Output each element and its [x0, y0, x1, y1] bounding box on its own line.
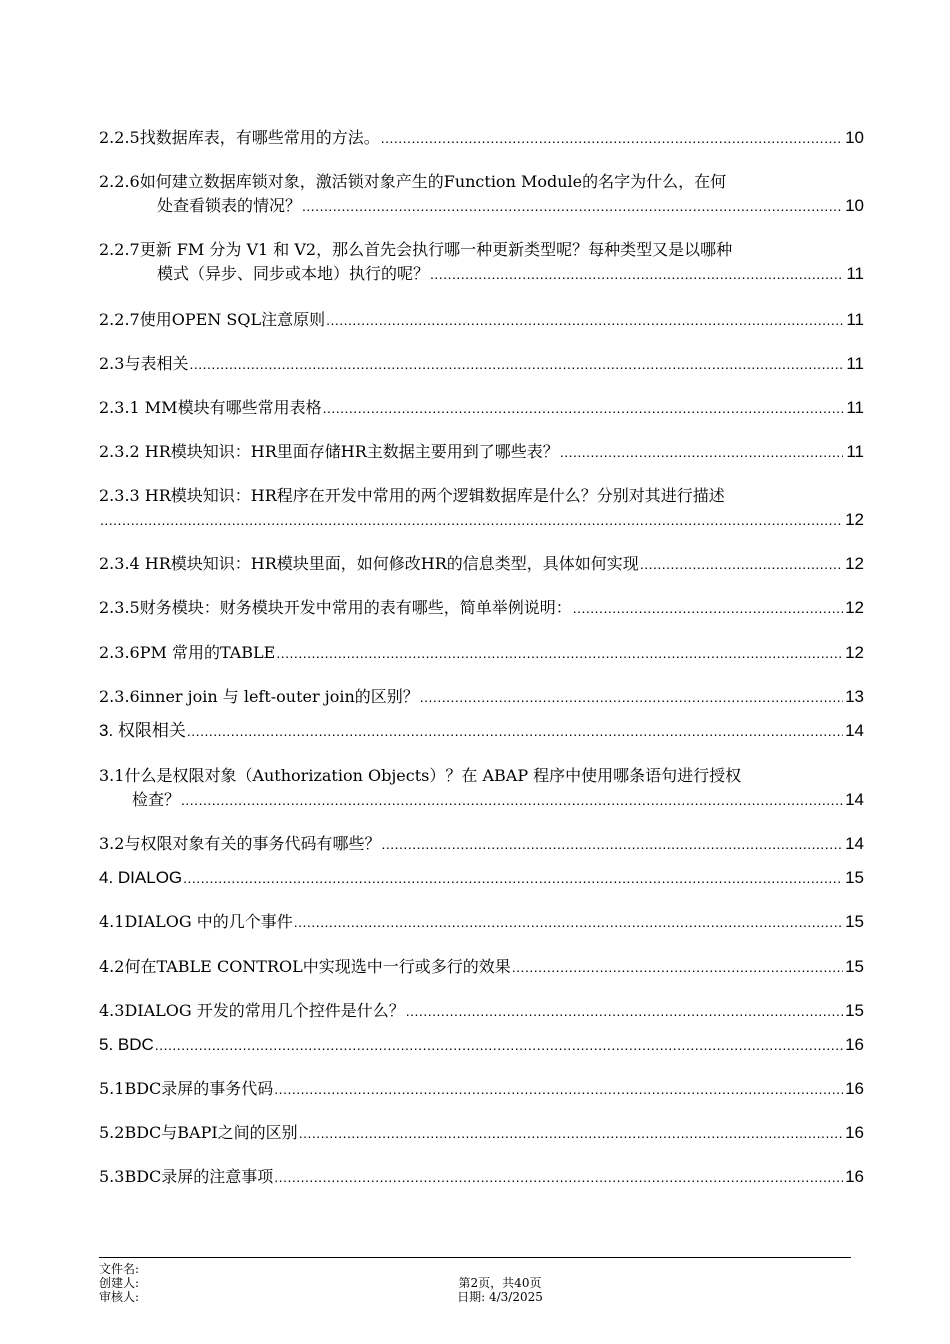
toc-entry-title: 2.3.6inner join 与 left-outer join的区别？: [99, 687, 419, 706]
toc-page-number: 11: [846, 264, 864, 283]
creator-label: 创建人:: [99, 1276, 140, 1290]
footer-meta: [99, 1262, 139, 1304]
toc-entry[interactable]: [99, 170, 864, 218]
toc-page-number: 11: [846, 354, 864, 373]
dot-leader: [294, 910, 843, 934]
toc-page-number: 16: [845, 1079, 864, 1098]
toc-page-number: 14: [845, 834, 864, 853]
toc-page-number: 12: [845, 598, 864, 617]
dot-leader: [326, 308, 843, 332]
dot-leader: [299, 1121, 843, 1145]
dot-leader: [274, 1077, 843, 1101]
dot-leader: [512, 955, 843, 979]
dot-leader: [381, 126, 843, 150]
toc-entry[interactable]: [99, 396, 864, 420]
dot-leader: [276, 641, 843, 665]
toc-page-number: 16: [845, 1035, 864, 1054]
toc-entry[interactable]: [99, 440, 864, 464]
dot-leader: [560, 440, 843, 464]
dot-leader: [420, 685, 843, 709]
toc-entry[interactable]: [99, 999, 864, 1023]
toc-entry[interactable]: [99, 719, 864, 743]
dot-leader: [302, 194, 843, 218]
toc-entry[interactable]: [99, 685, 864, 709]
toc-entry-title: 5.3BDC录屏的注意事项: [99, 1167, 274, 1186]
toc-entry-title: 2.2.6如何建立数据库锁对象，激活锁对象产生的Function Module的名字为什么，在何: [99, 172, 727, 191]
dot-leader: [406, 999, 843, 1023]
dot-leader: [573, 596, 843, 620]
toc-entry-title: 2.3.3 HR模块知识：HR程序在开发中常用的两个逻辑数据库是什么？分别对其进行描述: [99, 486, 725, 505]
toc-entry-title: 4.2何在TABLE CONTROL中实现选中一行或多行的效果: [99, 957, 511, 976]
toc-entry[interactable]: [99, 866, 864, 890]
toc-page-number: 15: [845, 912, 864, 931]
page-number: 第2页，共40页: [458, 1276, 542, 1290]
dot-leader: [381, 832, 843, 856]
toc-page-number: 14: [845, 721, 864, 740]
dot-leader: [640, 552, 843, 576]
toc-entry-title: 模式（异步、同步或本地）执行的呢？: [157, 264, 430, 283]
toc-page-number: 16: [845, 1167, 864, 1186]
toc-entry[interactable]: [99, 126, 864, 150]
dot-leader: [183, 866, 843, 890]
dot-leader: [155, 1033, 843, 1057]
toc-page-number: 12: [845, 554, 864, 573]
toc-entry[interactable]: [99, 596, 864, 620]
toc-entry[interactable]: [99, 1033, 864, 1057]
file-name-label: 文件名:: [99, 1262, 140, 1276]
dot-leader: [189, 352, 843, 376]
toc-entry-title: 2.3.2 HR模块知识：HR里面存储HR主数据主要用到了哪些表？: [99, 442, 559, 461]
reviewer-label: 审核人:: [99, 1290, 140, 1304]
toc-entry-title: 2.3.6PM 常用的TABLE: [99, 643, 276, 662]
toc-entry-title: 2.2.7使用OPEN SQL注意原则: [99, 310, 326, 329]
toc-entry[interactable]: [99, 832, 864, 856]
footer-divider: [99, 1257, 851, 1258]
toc-entry-title: 5. BDC: [99, 1035, 154, 1054]
toc-entry[interactable]: [99, 1121, 864, 1145]
dot-leader: [430, 262, 843, 286]
toc-entry-title: 2.3.4 HR模块知识：HR模块里面，如何修改HR的信息类型，具体如何实现: [99, 554, 639, 573]
toc-entry-title: 4.3DIALOG 开发的常用几个控件是什么？: [99, 1001, 405, 1020]
toc-entry-title: 5.1BDC录屏的事务代码: [99, 1079, 274, 1098]
toc-entry[interactable]: [99, 641, 864, 665]
toc-entry[interactable]: [99, 484, 864, 532]
toc-entry[interactable]: [99, 1165, 864, 1189]
toc-entry-title: 2.3.1 MM模块有哪些常用表格: [99, 398, 322, 417]
toc-page-number: 11: [846, 310, 864, 329]
toc-page-number: 10: [845, 196, 864, 215]
footer-date: 日期: 4/3/2025: [457, 1290, 543, 1304]
toc-entry[interactable]: [99, 352, 864, 376]
toc-entry[interactable]: [99, 764, 864, 812]
dot-leader: [323, 396, 843, 420]
footer-page-info: [440, 1276, 560, 1304]
dot-leader: [100, 508, 843, 532]
toc-entry-title: 3.1什么是权限对象（Authorization Objects）？在 ABAP 程序中使用哪条语句进行授权: [99, 766, 742, 785]
toc-page-number: 12: [845, 643, 864, 662]
toc-entry-title: 2.2.7更新 FM 分为 V1 和 V2，那么首先会执行哪一种更新类型呢？每种类型又是以哪种: [99, 240, 733, 259]
toc-page-number: 14: [845, 790, 864, 809]
toc-page-number: 15: [845, 957, 864, 976]
toc-entry-title: 2.3.5财务模块：财务模块开发中常用的表有哪些，简单举例说明：: [99, 598, 572, 617]
toc-entry-title: 4. DIALOG: [99, 868, 183, 887]
toc-page-number: 11: [846, 398, 864, 417]
toc-entry[interactable]: [99, 552, 864, 576]
toc-page-number: 13: [845, 687, 864, 706]
toc-page-number: 12: [845, 510, 864, 529]
toc-entry-title: 3.2与权限对象有关的事务代码有哪些？: [99, 834, 381, 853]
toc-page-number: 16: [845, 1123, 864, 1142]
toc-entry-title: 2.2.5找数据库表，有哪些常用的方法。: [99, 128, 380, 147]
dot-leader: [181, 788, 843, 812]
toc-entry[interactable]: [99, 308, 864, 332]
toc-entry-title: 5.2BDC与BAPI之间的区别: [99, 1123, 298, 1142]
toc-entry[interactable]: [99, 955, 864, 979]
dot-leader: [274, 1165, 843, 1189]
toc-entry[interactable]: [99, 910, 864, 934]
toc-page-number: 15: [845, 868, 864, 887]
toc-entry-title: 处查看锁表的情况？: [157, 196, 302, 215]
toc-entry[interactable]: [99, 1077, 864, 1101]
toc-page-number: 10: [845, 128, 864, 147]
toc-entry-title: 3. 权限相关: [99, 721, 186, 740]
toc-entry-title: 4.1DIALOG 中的几个事件: [99, 912, 293, 931]
dot-leader: [187, 719, 843, 743]
toc-entry-title: 2.3与表相关: [99, 354, 189, 373]
toc-page-number: 11: [846, 442, 864, 461]
toc-entry-title: 检查？: [132, 790, 181, 809]
toc-entry[interactable]: [99, 238, 864, 286]
toc-page-number: 15: [845, 1001, 864, 1020]
